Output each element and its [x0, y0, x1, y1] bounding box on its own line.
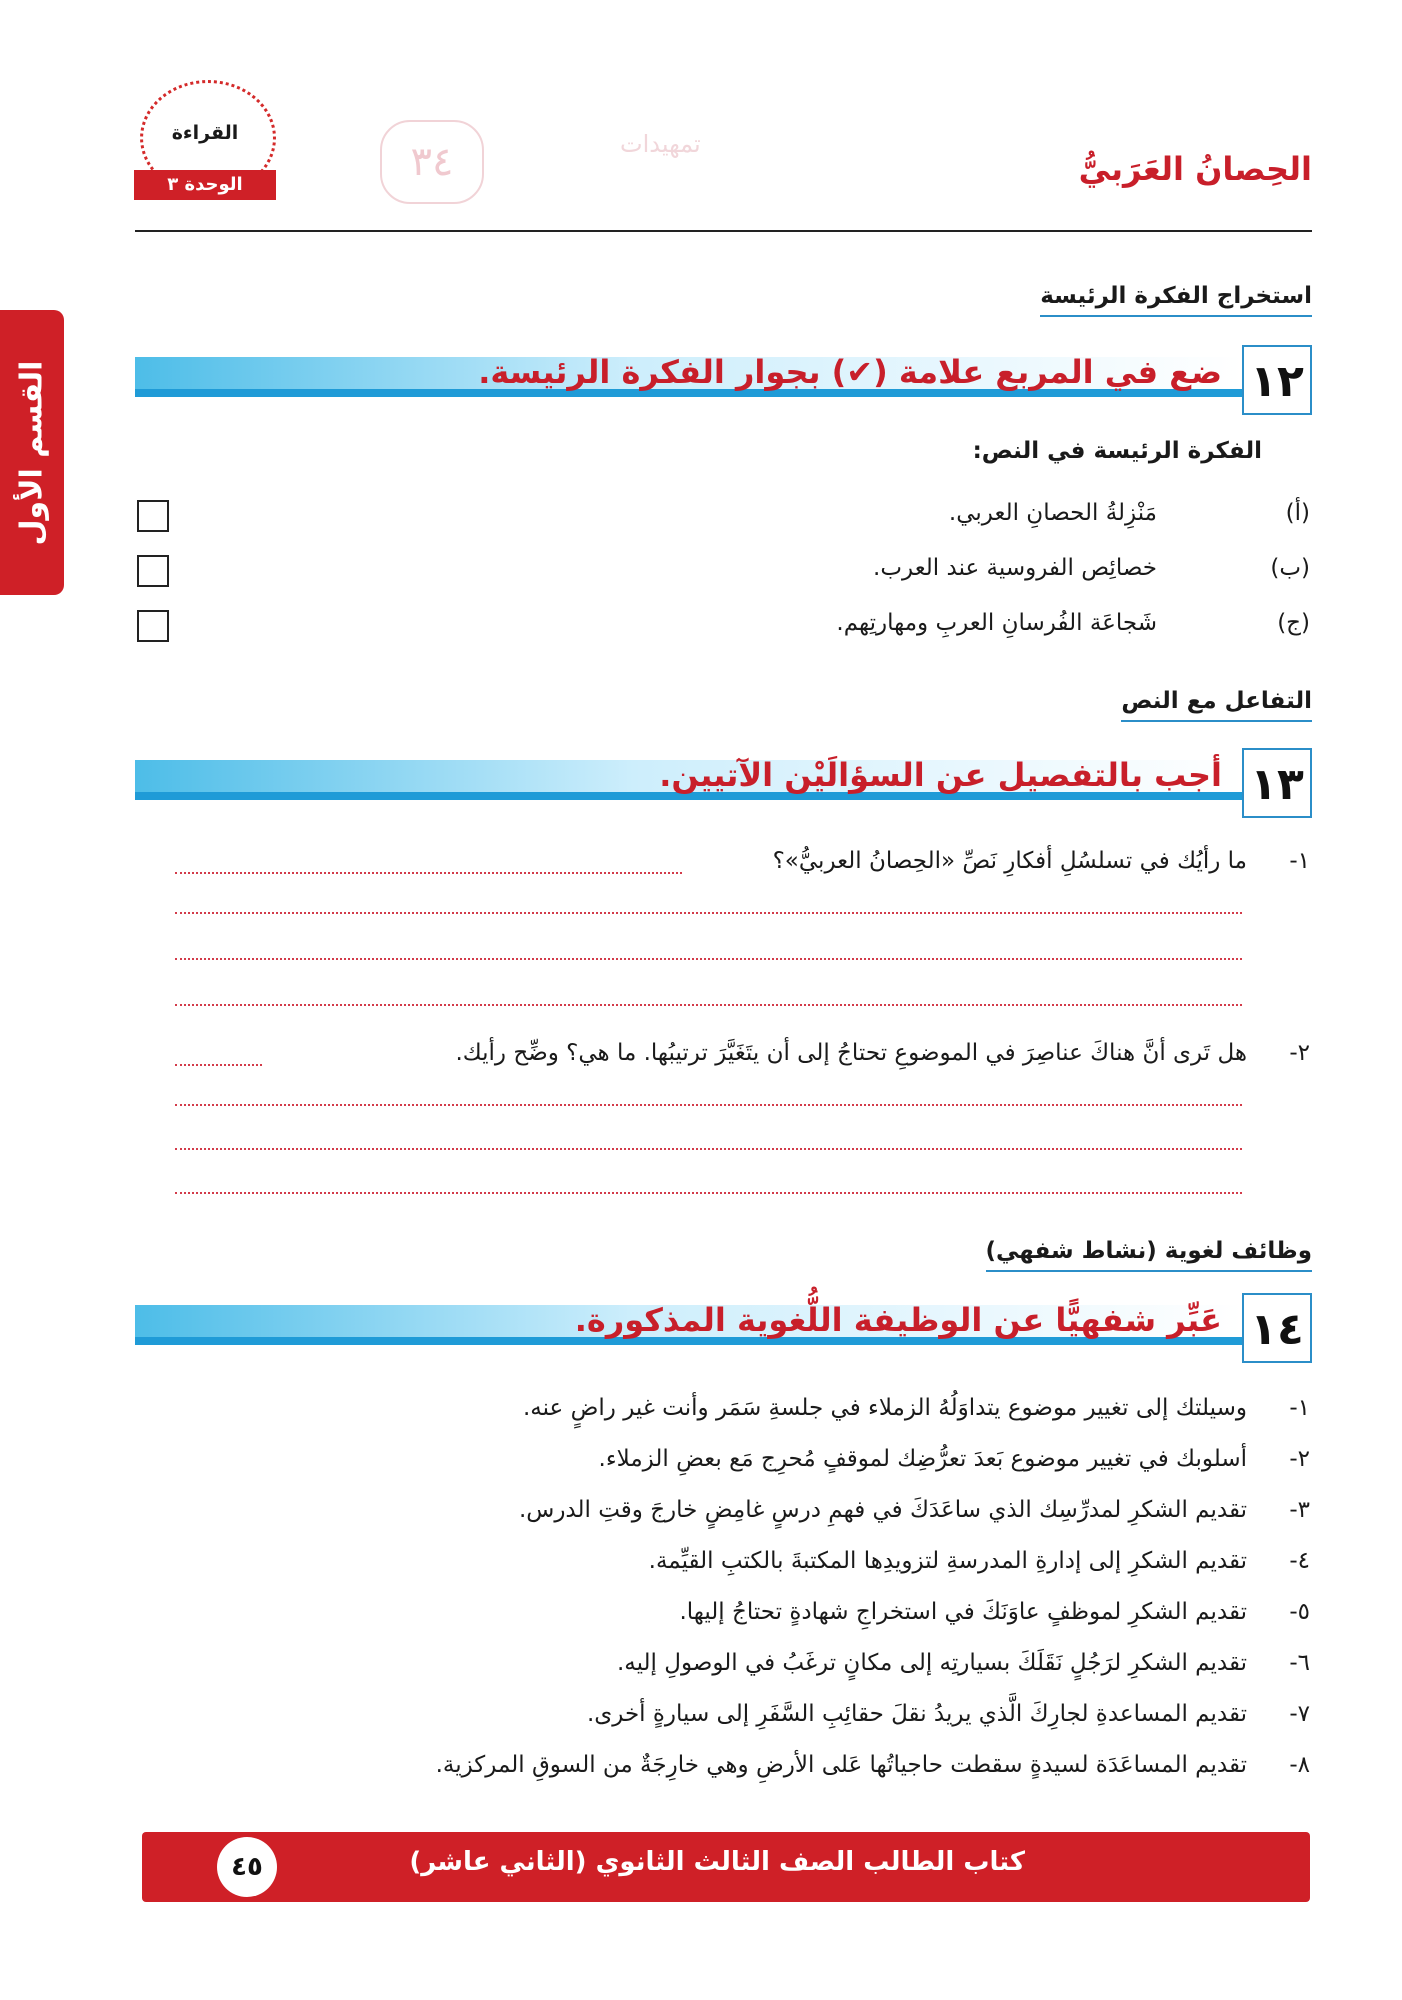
item-text: تقديم المساعَدَة لسيدةٍ سقطت حاجياتُها عَلى الأرضِ وهي خارِجَةٌ من السوقِ المركزية.	[435, 1752, 1247, 1778]
side-tab-label: القسم الأول	[14, 360, 50, 545]
item-text: تقديم الشكرِ إلى إدارةِ المدرسةِ لتزويدِها المكتبةَ بالكتبِ القيِّمة.	[648, 1548, 1247, 1574]
section-heading-language-functions: وظائف لغوية (نشاط شفهي)	[986, 1238, 1312, 1272]
exercise-12-bar	[135, 345, 1312, 415]
item-number: ٥-	[1289, 1599, 1310, 1625]
item-text: تقديم الشكرِ لمدرِّسِك الذي ساعَدَكَ في فهمِ درسٍ غامِضٍ خارجَ وقتِ الدرس.	[518, 1497, 1247, 1523]
badge-unit: الوحدة ٣	[134, 170, 276, 200]
item-number: ١-	[1289, 1395, 1310, 1421]
answer-line[interactable]	[175, 1104, 1242, 1106]
item-number: ٢-	[1289, 1446, 1310, 1472]
exercise-instruction: عَبِّر شفهيًّا عن الوظيفة اللُّغوية المذكورة.	[574, 1301, 1222, 1339]
answer-line[interactable]	[175, 872, 682, 874]
section-heading-interaction: التفاعل مع النص	[1121, 688, 1312, 722]
answer-line[interactable]	[175, 958, 1242, 960]
answer-line[interactable]	[175, 1004, 1242, 1006]
exercise-number: ١٣	[1242, 748, 1312, 818]
option-checkbox-a[interactable]	[137, 500, 169, 532]
footer-book-title: كتاب الطالب الصف الثالث الثانوي (الثاني عاشر)	[409, 1847, 1025, 1877]
header-divider	[135, 230, 1312, 232]
ghost-heading: تمهيدات	[620, 130, 701, 158]
answer-line[interactable]	[175, 1192, 1242, 1194]
ghost-page-number: ٣٤	[380, 120, 484, 204]
exercise-instruction: ضع في المربع علامة (✔) بجوار الفكرة الرئيسة.	[478, 353, 1222, 391]
exercise-number: ١٤	[1242, 1293, 1312, 1363]
item-number: ٤-	[1289, 1548, 1310, 1574]
option-checkbox-b[interactable]	[137, 555, 169, 587]
item-text: تقديم المساعدةِ لجارِكَ الَّذي يريدُ نقلَ حقائِبِ السَّفَرِ إلى سيارةٍ أخرى.	[586, 1701, 1247, 1727]
question-text: هل تَرى أنَّ هناكَ عناصِرَ في الموضوعِ تحتاجُ إلى أن يتَغَيَّرَ ترتيبُها. ما هي؟ وضِّح رأيك.	[455, 1040, 1247, 1066]
question-text: ما رأيُك في تسلسُلِ أفكارِ نَصِّ «الحِصانُ العربيُّ»؟	[772, 848, 1247, 874]
section-heading-main-idea: استخراج الفكرة الرئيسة	[1040, 283, 1312, 317]
item-number: ٣-	[1289, 1497, 1310, 1523]
option-text: مَنْزِلةُ الحصانِ العربي.	[948, 500, 1157, 526]
page-number: ٤٥	[217, 1837, 277, 1897]
exercise-instruction: أجب بالتفصيل عن السؤالَيْن الآتيين.	[659, 756, 1222, 794]
exercise-14-bar	[135, 1293, 1312, 1363]
exercise-number: ١٢	[1242, 345, 1312, 415]
option-checkbox-c[interactable]	[137, 610, 169, 642]
answer-line[interactable]	[175, 912, 1242, 914]
exercise-13-bar	[135, 748, 1312, 818]
option-text: شَجاعَة الفُرسانِ العربِ ومهارتِهم.	[836, 610, 1157, 636]
question-number: ٢-	[1289, 1040, 1310, 1066]
item-text: وسيلتك إلى تغيير موضوع يتداوَلُهُ الزملاء في جلسةِ سَمَر وأنت غير راضٍ عنه.	[522, 1395, 1247, 1421]
option-text: خصائِص الفروسية عند العرب.	[873, 555, 1157, 581]
item-text: تقديم الشكرِ لرَجُلٍ نَقَلَكَ بسيارتِه إلى مكانٍ ترغَبُ في الوصولِ إليه.	[616, 1650, 1247, 1676]
item-text: أسلوبك في تغيير موضوع بَعدَ تعرُّضِك لموقفٍ مُحرِج مَع بعضِ الزملاء.	[598, 1446, 1247, 1472]
option-label: (ب)	[1270, 555, 1310, 581]
unit-badge	[130, 80, 280, 210]
page-footer	[142, 1832, 1310, 1902]
question-number: ١-	[1289, 848, 1310, 874]
badge-subject: القراءة	[171, 122, 239, 144]
option-label: (أ)	[1285, 500, 1310, 526]
answer-line[interactable]	[175, 1064, 262, 1066]
item-number: ٦-	[1289, 1650, 1310, 1676]
item-number: ٧-	[1289, 1701, 1310, 1727]
page-title: الحِصانُ العَرَبيُّ	[1078, 150, 1312, 188]
item-text: تقديم الشكرِ لموظفٍ عاوَنَكَ في استخراجِ شهادةٍ تحتاجُ إليها.	[679, 1599, 1247, 1625]
section-side-tab	[0, 310, 64, 595]
item-number: ٨-	[1289, 1752, 1310, 1778]
options-lead: الفكرة الرئيسة في النص:	[972, 438, 1262, 464]
option-label: (ج)	[1277, 610, 1310, 636]
answer-line[interactable]	[175, 1148, 1242, 1150]
